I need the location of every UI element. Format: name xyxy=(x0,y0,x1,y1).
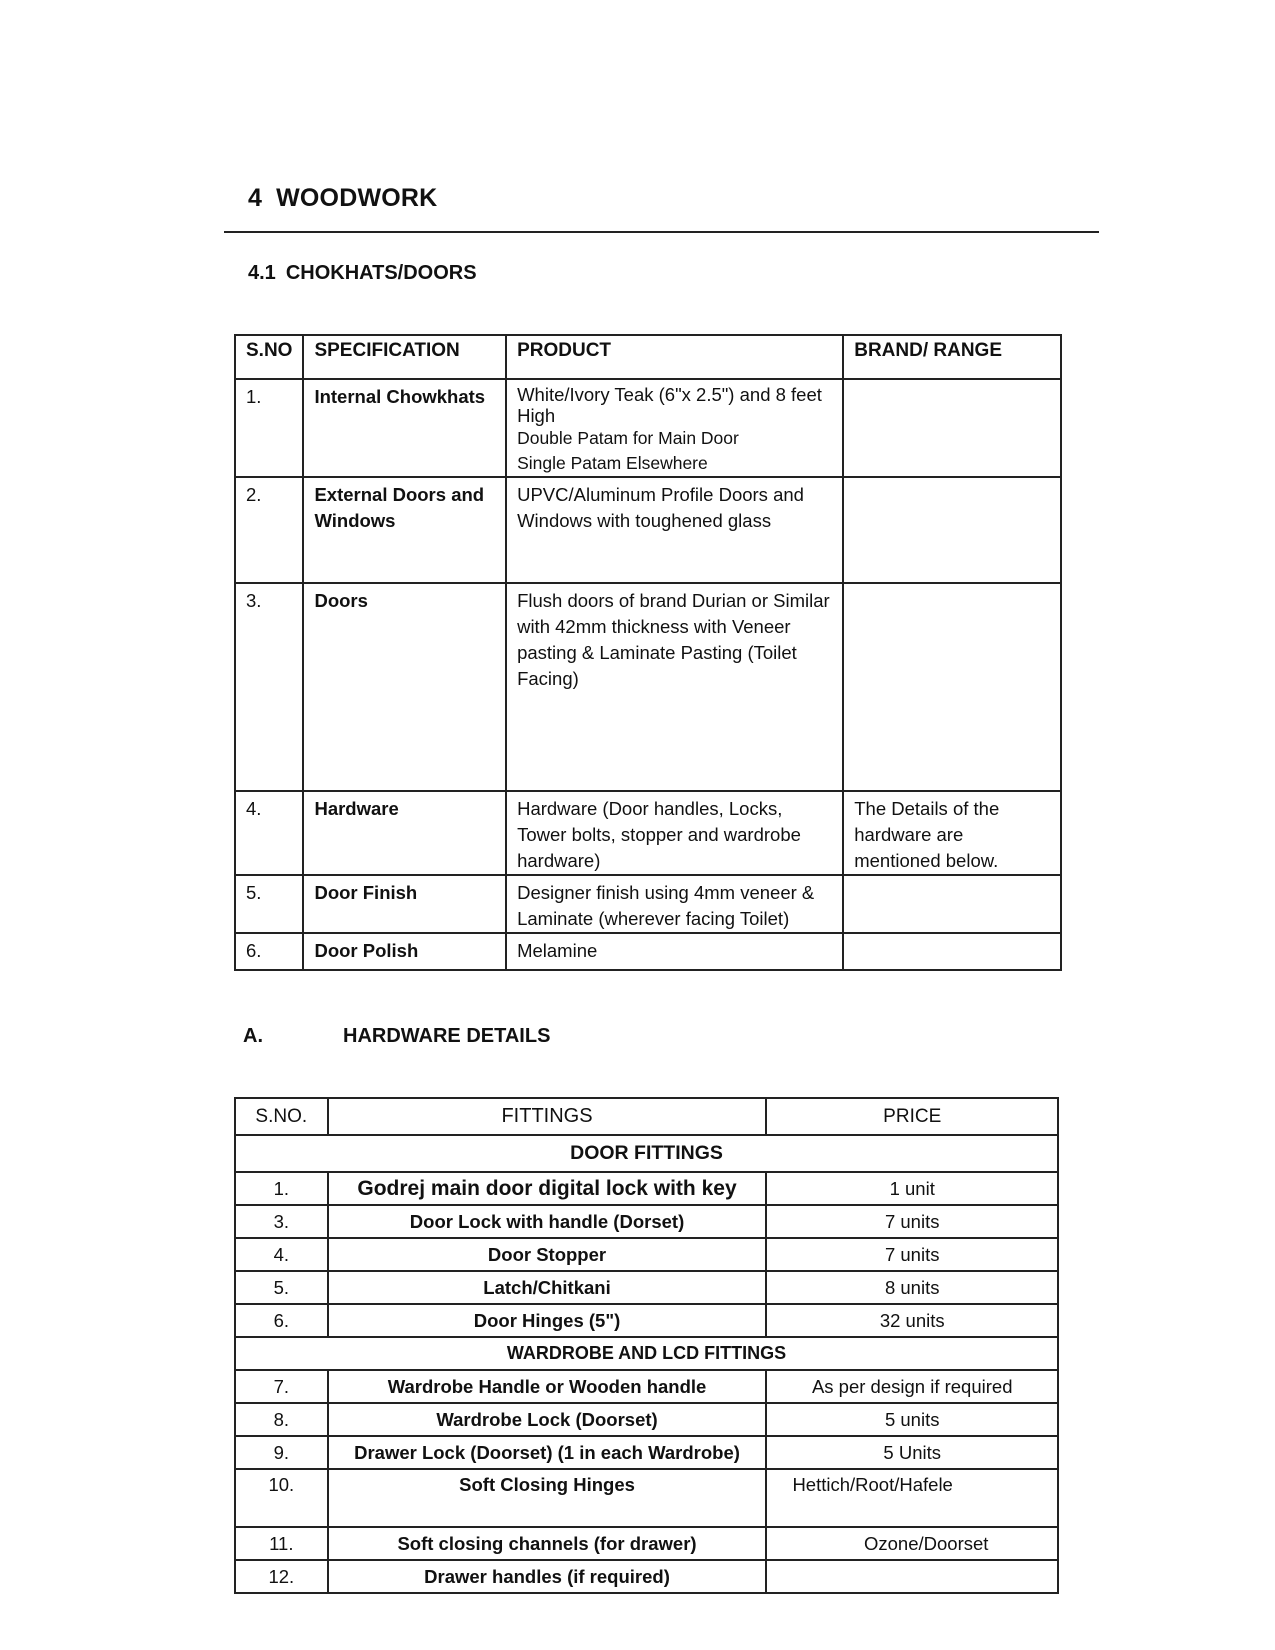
cell-product: Designer finish using 4mm veneer & Laminate (wherever facing Toilet) xyxy=(506,875,843,933)
header-fittings: FITTINGS xyxy=(328,1098,767,1135)
product-line: Single Patam Elsewhere xyxy=(517,453,708,473)
cell-sno: 5. xyxy=(235,875,303,933)
hardware-letter: A. xyxy=(243,1025,263,1047)
cell-price: 8 units xyxy=(766,1271,1058,1304)
hardware-details-table xyxy=(234,1097,1059,1594)
table-row xyxy=(235,1403,1058,1436)
cell-fitting: Door Lock with handle (Dorset) xyxy=(328,1205,767,1238)
header-price: PRICE xyxy=(766,1098,1058,1135)
header-brand-range: BRAND/ RANGE xyxy=(843,335,1061,379)
table-row xyxy=(235,477,1061,583)
table-header-row xyxy=(235,1098,1058,1135)
cell-sno: 5. xyxy=(235,1271,328,1304)
cell-fitting: Soft Closing Hinges xyxy=(328,1469,767,1527)
cell-sno: 11. xyxy=(235,1527,328,1560)
header-sno: S.NO. xyxy=(235,1098,328,1135)
chokhats-doors-table xyxy=(234,334,1062,971)
cell-specification: Door Polish xyxy=(303,933,506,970)
table-row xyxy=(235,1172,1058,1205)
cell-specification: External Doors and Windows xyxy=(303,477,506,583)
cell-specification: Door Finish xyxy=(303,875,506,933)
table-row xyxy=(235,1238,1058,1271)
section-row-wardrobe-fittings xyxy=(235,1337,1058,1370)
cell-price: Ozone/Doorset xyxy=(766,1527,1058,1560)
cell-fitting: Godrej main door digital lock with key xyxy=(328,1172,767,1205)
cell-product: UPVC/Aluminum Profile Doors and Windows with toughened glass xyxy=(506,477,843,583)
table-row xyxy=(235,875,1061,933)
hardware-title: HARDWARE DETAILS xyxy=(343,1025,551,1047)
cell-sno: 6. xyxy=(235,933,303,970)
cell-sno: 7. xyxy=(235,1370,328,1403)
cell-brand xyxy=(843,477,1061,583)
cell-price: 5 Units xyxy=(766,1436,1058,1469)
header-product: PRODUCT xyxy=(506,335,843,379)
cell-fitting: Drawer Lock (Doorset) (1 in each Wardrobe) xyxy=(328,1436,767,1469)
product-text: White/Ivory Teak (6"x 2.5") and 8 feet High xyxy=(517,384,822,426)
cell-price: 7 units xyxy=(766,1205,1058,1238)
cell-sno: 4. xyxy=(235,791,303,875)
cell-brand xyxy=(843,933,1061,970)
table-row xyxy=(235,1304,1058,1337)
cell-price: 32 units xyxy=(766,1304,1058,1337)
table-row xyxy=(235,1205,1058,1238)
cell-price: 5 units xyxy=(766,1403,1058,1436)
section-heading xyxy=(248,184,437,213)
cell-product: Flush doors of brand Durian or Similar with 42mm thickness with Veneer pasting & Laminate Pasting (Toilet Facing) xyxy=(506,583,843,791)
cell-brand xyxy=(843,875,1061,933)
table-row xyxy=(235,583,1061,791)
table-row xyxy=(235,1370,1058,1403)
section-title: WOODWORK xyxy=(276,184,438,212)
cell-sno: 10. xyxy=(235,1469,328,1527)
subsection-number: 4.1 xyxy=(248,262,276,284)
cell-brand xyxy=(843,583,1061,791)
subsection-heading xyxy=(248,262,477,285)
cell-price xyxy=(766,1560,1058,1593)
hardware-details-heading xyxy=(243,1025,551,1048)
cell-product xyxy=(506,379,843,477)
cell-sno: 1. xyxy=(235,379,303,477)
heading-divider xyxy=(224,231,1099,233)
cell-brand: The Details of the hardware are mentioned below. xyxy=(843,791,1061,875)
cell-price: As per design if required xyxy=(766,1370,1058,1403)
cell-sno: 8. xyxy=(235,1403,328,1436)
table-row xyxy=(235,1560,1058,1593)
cell-specification: Internal Chowkhats xyxy=(303,379,506,477)
section-row-door-fittings xyxy=(235,1135,1058,1172)
cell-fitting: Wardrobe Lock (Doorset) xyxy=(328,1403,767,1436)
cell-price: Hettich/Root/Hafele xyxy=(766,1469,1058,1527)
section-label: WARDROBE AND LCD FITTINGS xyxy=(235,1337,1058,1370)
cell-price: 7 units xyxy=(766,1238,1058,1271)
cell-sno: 2. xyxy=(235,477,303,583)
cell-brand xyxy=(843,379,1061,477)
table-row xyxy=(235,1469,1058,1527)
table-row xyxy=(235,1271,1058,1304)
section-number: 4 xyxy=(248,184,263,212)
cell-fitting: Soft closing channels (for drawer) xyxy=(328,1527,767,1560)
cell-fitting: Door Stopper xyxy=(328,1238,767,1271)
cell-sno: 3. xyxy=(235,583,303,791)
cell-fitting: Door Hinges (5") xyxy=(328,1304,767,1337)
cell-sno: 3. xyxy=(235,1205,328,1238)
cell-sno: 6. xyxy=(235,1304,328,1337)
cell-specification: Hardware xyxy=(303,791,506,875)
cell-fitting: Wardrobe Handle or Wooden handle xyxy=(328,1370,767,1403)
cell-fitting: Drawer handles (if required) xyxy=(328,1560,767,1593)
subsection-title: CHOKHATS/DOORS xyxy=(285,262,477,284)
table-row xyxy=(235,1527,1058,1560)
section-label: DOOR FITTINGS xyxy=(235,1135,1058,1172)
cell-product: Melamine xyxy=(506,933,843,970)
cell-specification: Doors xyxy=(303,583,506,791)
cell-fitting: Latch/Chitkani xyxy=(328,1271,767,1304)
table-row xyxy=(235,933,1061,970)
cell-sno: 9. xyxy=(235,1436,328,1469)
cell-price: 1 unit xyxy=(766,1172,1058,1205)
cell-sno: 4. xyxy=(235,1238,328,1271)
header-specification: SPECIFICATION xyxy=(303,335,506,379)
table-row xyxy=(235,1436,1058,1469)
table-row xyxy=(235,791,1061,875)
product-line: Double Patam for Main Door xyxy=(517,428,739,448)
cell-sno: 12. xyxy=(235,1560,328,1593)
table-row xyxy=(235,379,1061,477)
cell-product: Hardware (Door handles, Locks, Tower bolts, stopper and wardrobe hardware) xyxy=(506,791,843,875)
cell-sno: 1. xyxy=(235,1172,328,1205)
table-header-row xyxy=(235,335,1061,379)
header-sno: S.NO xyxy=(235,335,303,379)
